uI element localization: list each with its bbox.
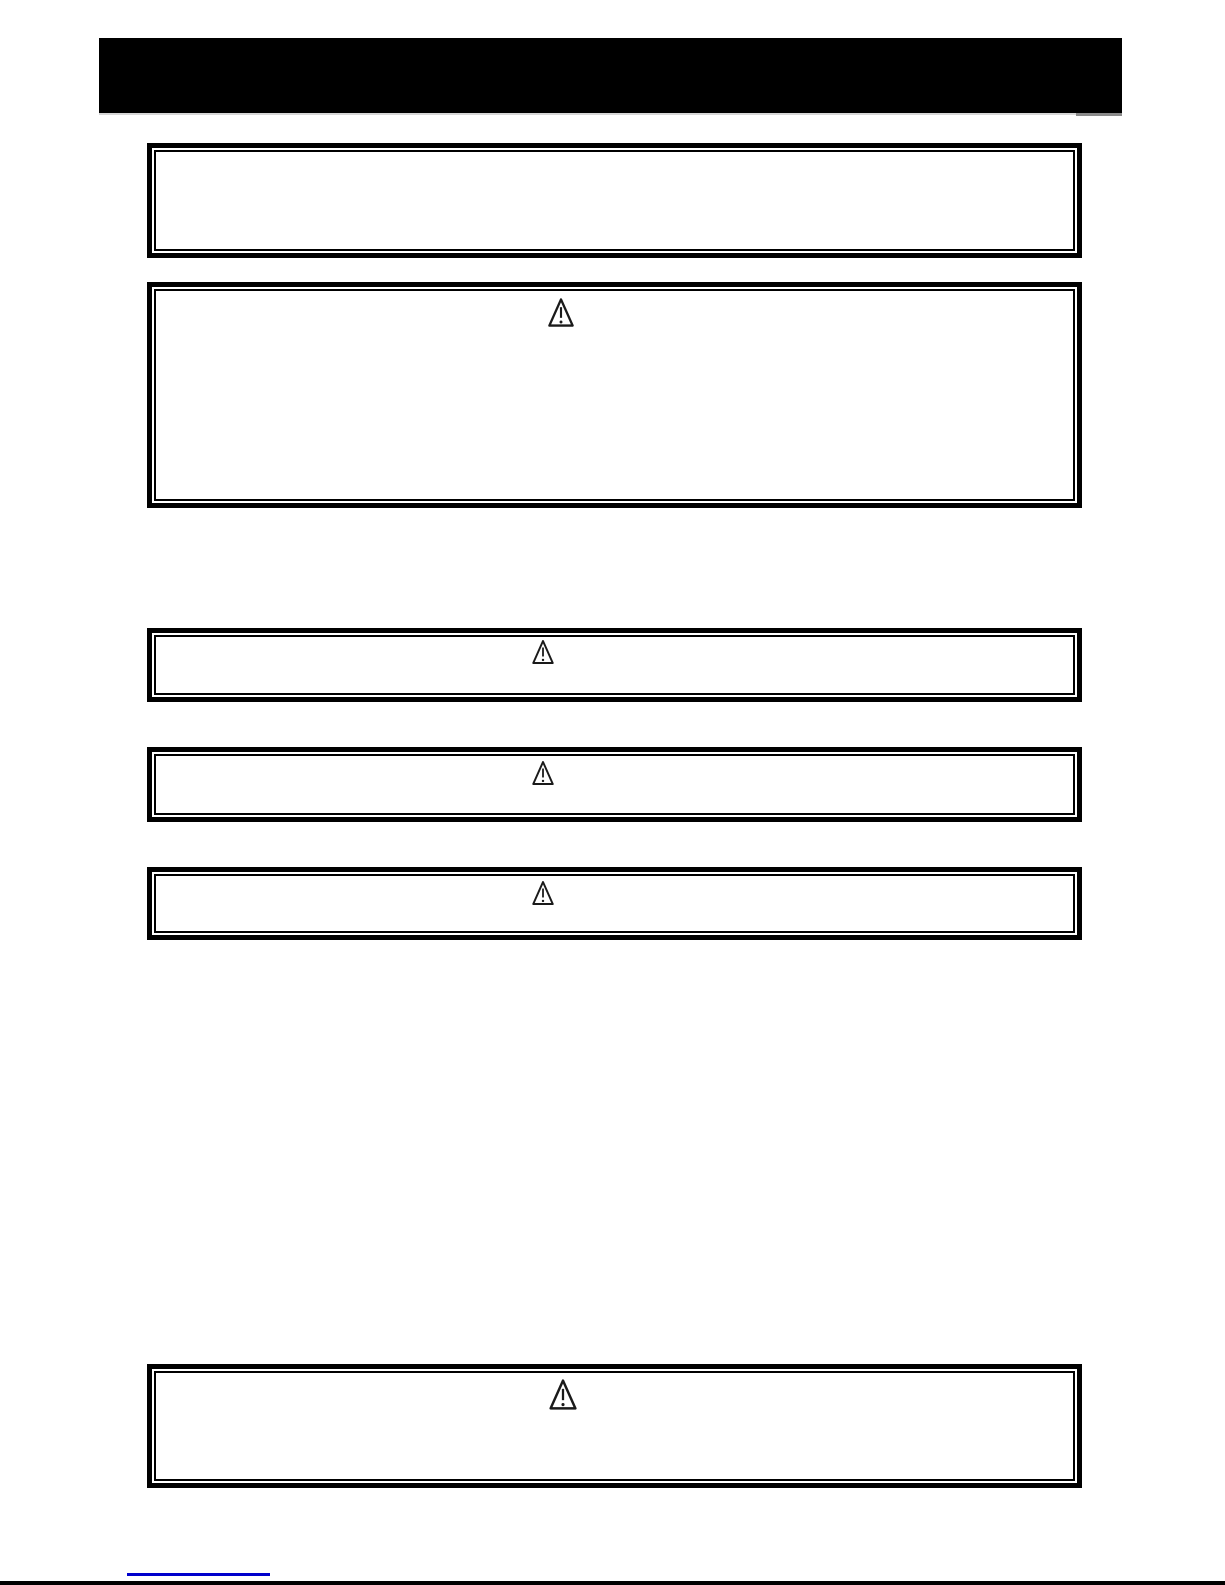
warning-box-2	[147, 628, 1082, 702]
warning-box-4-inner	[154, 874, 1075, 933]
notice-box-1-inner	[154, 150, 1075, 251]
warning-box-5-inner	[154, 1371, 1075, 1481]
warning-box-1-inner	[154, 289, 1075, 501]
footer-bar	[0, 1581, 1225, 1585]
warning-box-1	[147, 282, 1082, 508]
banner-shadow-corner	[1076, 113, 1122, 116]
warning-triangle-icon	[531, 760, 555, 786]
title-banner	[99, 38, 1122, 113]
warning-box-3	[147, 747, 1082, 822]
warning-box-5	[147, 1364, 1082, 1488]
warning-box-2-inner	[154, 635, 1075, 695]
warning-triangle-icon	[547, 297, 575, 328]
warning-triangle-icon	[531, 880, 555, 906]
footer-link[interactable]	[127, 1573, 270, 1576]
notice-box-1	[147, 143, 1082, 258]
banner-shadow	[99, 113, 1122, 115]
warning-triangle-icon	[531, 639, 555, 665]
warning-box-3-inner	[154, 754, 1075, 815]
warning-box-4	[147, 867, 1082, 940]
warning-triangle-icon	[548, 1378, 578, 1411]
